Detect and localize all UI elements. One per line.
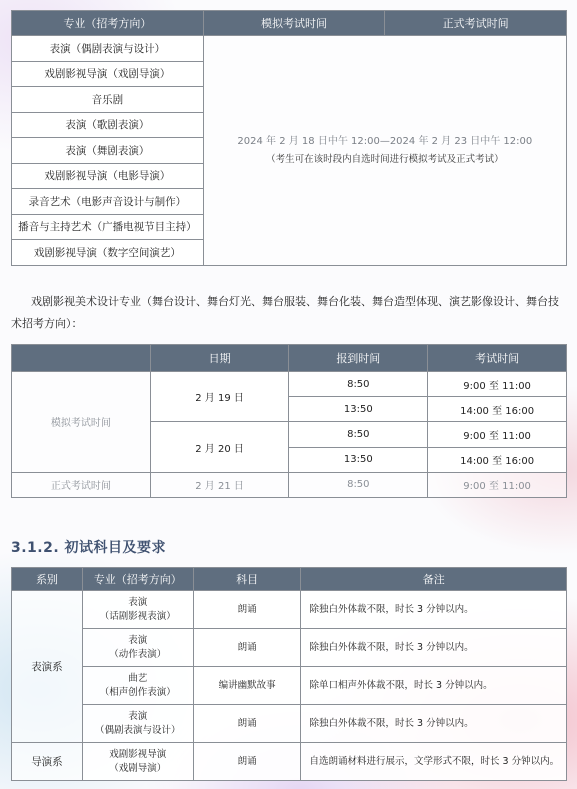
mock-exam-label: 模拟考试时间 — [12, 372, 151, 473]
table-header-row — [12, 11, 567, 36]
major-cell — [82, 629, 193, 667]
date-cell: 2 月 19 日 — [150, 372, 289, 422]
note-cell: 自选朗诵材料进行展示，文学形式不限，时长 3 分钟以内。 — [301, 743, 567, 781]
table-row — [12, 667, 567, 705]
header-major: 专业（招考方向） — [12, 11, 204, 36]
exam-time-cell: 9:00 至 11:00 — [428, 472, 567, 497]
major-cell: 戏剧影视导演（数字空间演艺） — [12, 240, 204, 266]
checkin-cell: 13:50 — [289, 397, 428, 422]
major-name: 表演 — [128, 710, 148, 722]
table-row — [12, 705, 567, 743]
subject-cell: 朗诵 — [193, 705, 301, 743]
table-row — [12, 472, 567, 497]
formal-exam-label: 正式考试时间 — [12, 472, 151, 497]
major-direction: （戏剧导演） — [109, 762, 167, 774]
major-cell: 播音与主持艺术（广播电视节目主持） — [12, 214, 204, 240]
major-direction: （偶剧表演与设计） — [95, 724, 181, 736]
header-mock-time: 模拟考试时间 — [203, 11, 385, 36]
major-name: 表演 — [128, 634, 148, 646]
major-cell — [82, 705, 193, 743]
subject-cell: 编讲幽默故事 — [193, 667, 301, 705]
department-cell: 导演系 — [12, 743, 83, 781]
date-cell: 2 月 20 日 — [150, 422, 289, 472]
major-cell: 表演（歌剧表演） — [12, 112, 204, 138]
table-row — [12, 36, 567, 62]
table-header-row — [12, 568, 567, 591]
major-name: 表演 — [128, 596, 148, 608]
checkin-cell: 13:50 — [289, 447, 428, 472]
department-cell: 表演系 — [12, 591, 83, 743]
exam-time-cell — [203, 36, 566, 266]
major-name: 戏剧影视导演 — [109, 748, 167, 760]
checkin-cell: 8:50 — [289, 422, 428, 447]
subject-cell: 朗诵 — [193, 629, 301, 667]
subject-cell: 朗诵 — [193, 591, 301, 629]
major-cell — [82, 591, 193, 629]
major-cell — [82, 667, 193, 705]
exam-time-cell: 14:00 至 16:00 — [428, 397, 567, 422]
exam-time-range: 2024 年 2 月 18 日中午 12:00—2024 年 2 月 23 日中午 12:00 — [237, 135, 533, 147]
exam-time-cell: 14:00 至 16:00 — [428, 447, 567, 472]
header-note: 备注 — [301, 568, 567, 591]
major-name: 曲艺 — [128, 672, 148, 684]
table-row — [12, 743, 567, 781]
note-cell: 除独白外体裁不限，时长 3 分钟以内。 — [301, 629, 567, 667]
header-blank — [12, 345, 151, 372]
date-cell: 2 月 21 日 — [150, 472, 289, 497]
major-cell: 录音艺术（电影声音设计与制作） — [12, 189, 204, 215]
major-cell — [82, 743, 193, 781]
art-design-schedule-table — [11, 344, 567, 498]
exam-time-table — [11, 10, 567, 266]
header-subject: 科目 — [193, 568, 301, 591]
exam-time-note: （考生可在该时段内自选时间进行模拟考试及正式考试） — [266, 153, 504, 165]
major-cell: 戏剧影视导演（戏剧导演） — [12, 61, 204, 87]
exam-time-cell: 9:00 至 11:00 — [428, 422, 567, 447]
major-cell: 表演（舞剧表演） — [12, 138, 204, 164]
exam-time-cell: 9:00 至 11:00 — [428, 372, 567, 397]
table-row — [12, 372, 567, 397]
header-formal-time: 正式考试时间 — [385, 11, 567, 36]
header-major: 专业（招考方向） — [82, 568, 193, 591]
header-exam-time: 考试时间 — [428, 345, 567, 372]
checkin-cell: 8:50 — [289, 472, 428, 497]
major-cell: 音乐剧 — [12, 87, 204, 113]
major-direction: （话剧影视表演） — [99, 610, 176, 622]
note-cell: 除单口相声外体裁不限，时长 3 分钟以内。 — [301, 667, 567, 705]
header-department: 系别 — [12, 568, 83, 591]
table-row — [12, 591, 567, 629]
header-date: 日期 — [150, 345, 289, 372]
major-cell: 表演（偶剧表演与设计） — [12, 36, 204, 62]
major-cell: 戏剧影视导演（电影导演） — [12, 163, 204, 189]
major-direction: （相声创作表演） — [99, 686, 176, 698]
table-row — [12, 629, 567, 667]
note-cell: 除独白外体裁不限，时长 3 分钟以内。 — [301, 705, 567, 743]
major-direction: （动作表演） — [109, 648, 167, 660]
checkin-cell: 8:50 — [289, 372, 428, 397]
section-title: 3.1.2. 初试科目及要求 — [11, 540, 167, 556]
note-cell: 除独白外体裁不限，时长 3 分钟以内。 — [301, 591, 567, 629]
table-header-row — [12, 345, 567, 372]
subject-cell: 朗诵 — [193, 743, 301, 781]
preliminary-subjects-table — [11, 567, 567, 781]
header-checkin: 报到时间 — [289, 345, 428, 372]
art-design-paragraph: 戏剧影视美术设计专业（舞台设计、舞台灯光、舞台服装、舞台化装、舞台造型体现、演艺影像设计、舞台技术招考方向）： — [11, 295, 559, 330]
